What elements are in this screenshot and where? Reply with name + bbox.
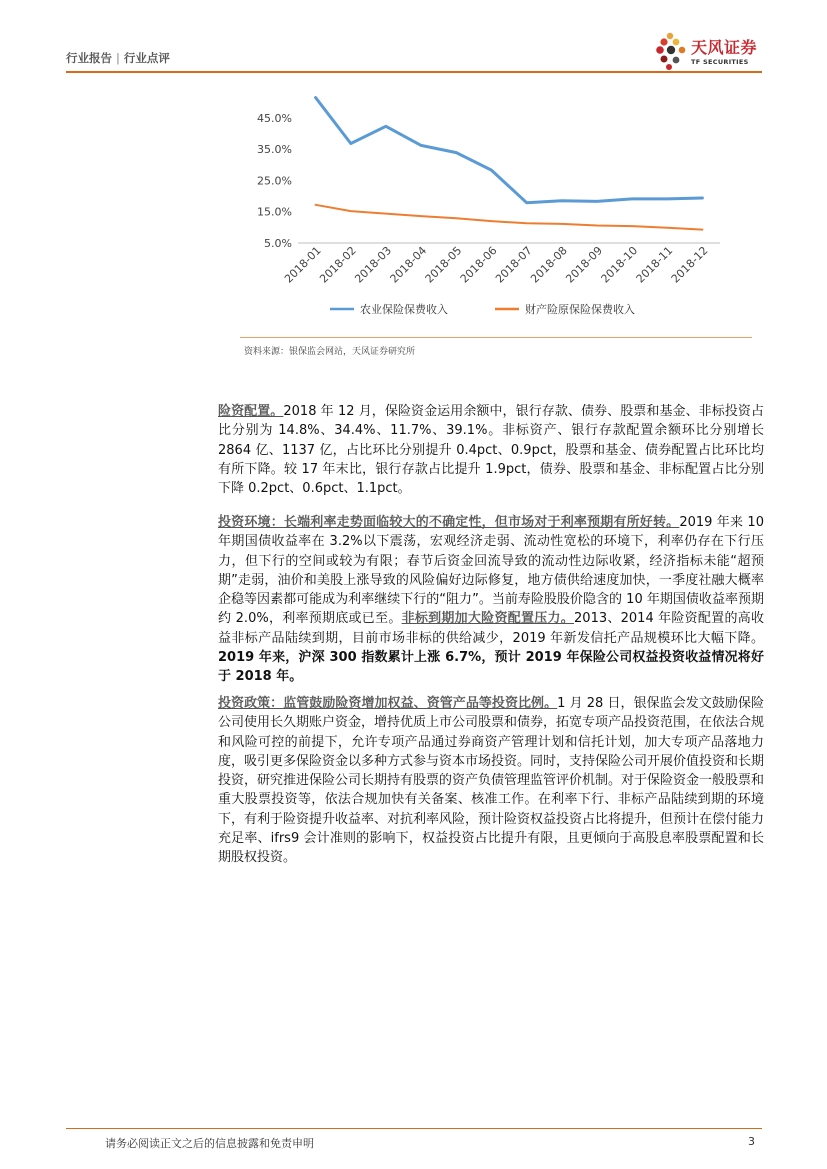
x-tick-label: 2018-06 xyxy=(457,243,500,286)
source-note: 资料来源：银保监会网站，天风证券研究所 xyxy=(244,347,416,357)
footer-disclaimer: 请务必阅读正文之后的信息披露和免责申明 xyxy=(105,1137,314,1150)
paragraph-body: 2018 年 12 月，保险资金运用余额中，银行存款、债券、股票和基金、非标投资占比分别为 14.8%、34.4%、11.7%、39.1%。非标资产、银行存款配置余额环比分别增长 2864 亿、1137 亿，占比环比分别提升 0.4pct、0.9pct，股票和基金、债券配置占比环比均有所下降。较 17 年末比，银行存款占比提升 1.9pct，债券、股票和基金、非标配置占比分别下降 0.2pct、0.6pct、1.1pct。 xyxy=(218,404,764,497)
legend-label: 农业保险保费收入 xyxy=(360,303,448,316)
x-tick-label: 2018-12 xyxy=(668,243,711,286)
logo-petal-icon xyxy=(673,57,680,64)
series-line-2 xyxy=(316,205,703,230)
x-tick-label: 2018-05 xyxy=(422,243,465,286)
paragraph-bold-conclusion: 2019 年来，沪深 300 指数累计上涨 6.7%，预计 2019 年保险公司权益投资收益情况将好于 2018 年。 xyxy=(218,650,764,685)
paragraph-allocation xyxy=(218,402,764,498)
y-tick-label: 25.0% xyxy=(257,174,292,188)
paragraph-subheading: 非标到期加大险资配置压力。 xyxy=(401,611,575,627)
paragraph-body-2: 2013、2014 年险资配置的高收益非标产品陆续到期，目前市场非标的供给减少，2019 年新发信托产品规模环比大幅下降。 xyxy=(218,611,764,646)
footer-divider xyxy=(66,1128,762,1129)
paragraph-heading: 投资政策：监管鼓励险资增加权益、资管产品等投资比例。 xyxy=(218,696,558,711)
x-tick-label: 2018-07 xyxy=(493,243,535,286)
paragraph-heading: 投资环境：长端利率走势面临较大的不确定性，但市场对于利率预期有所好转。 xyxy=(218,515,680,530)
y-tick-label: 5.0% xyxy=(264,237,292,250)
logo-petal-icon xyxy=(666,64,672,70)
logo-name-cn: 天风证券 xyxy=(691,38,758,57)
paragraph-environment xyxy=(218,513,764,687)
x-tick-label: 2018-09 xyxy=(563,243,606,286)
legend-label: 财产险原保险保费收入 xyxy=(525,303,635,316)
page-number: 3 xyxy=(748,1135,755,1148)
logo-petal-icon xyxy=(673,39,680,46)
logo-petal-icon xyxy=(656,46,664,54)
x-tick-label: 2018-01 xyxy=(282,243,324,286)
chart-bottom-divider xyxy=(240,337,752,338)
header-divider xyxy=(66,71,762,73)
paragraph-body: 1 月 28 日，银保监会发文鼓励保险公司使用长久期账户资金，增持优质上市公司股票和债券，拓宽专项产品投资范围，在依法合规和风险可控的前提下，允许专项产品通过券商资产管理计划和信托计划，加大专项产品落地力度，吸引更多保险资金以多种方式参与资本市场投资。同时，支持保险公司开展价值投资和长期投资，研究推进保险公司长期持有股票的资产负债管理监管评价机制。对于保险资金一般股票和重大股票投资等，依法合规加快有关备案、核准工作。在利率下行、非标产品陆续到期的环境下，有利于险资提升收益率、对抗利率风险，预计险资权益投资占比将提升，但预计在偿付能力充足率、ifrs9 会计准则的影响下，权益投资占比提升有限，且更倾向于高股息率股票配置和长期股权投资。 xyxy=(218,696,765,866)
paragraph-policy xyxy=(218,694,764,868)
logo-petal-icon xyxy=(661,56,668,63)
header-separator: | xyxy=(116,51,120,65)
logo-petal-icon xyxy=(660,38,667,45)
logo-petal-icon xyxy=(679,47,686,54)
x-tick-label: 2018-03 xyxy=(352,243,395,286)
y-tick-label: 35.0% xyxy=(257,143,292,157)
logo-petal-icon xyxy=(667,46,675,54)
x-tick-label: 2018-02 xyxy=(317,243,359,286)
y-tick-label: 45.0% xyxy=(257,111,292,125)
series-line-1 xyxy=(316,98,703,203)
x-tick-label: 2018-11 xyxy=(633,243,676,286)
logo-petal-icon xyxy=(667,33,673,39)
y-tick-label: 15.0% xyxy=(257,205,292,219)
x-tick-label: 2018-08 xyxy=(528,243,570,286)
x-tick-label: 2018-10 xyxy=(598,243,641,286)
section-label: 行业报告 xyxy=(66,51,112,65)
report-type-label xyxy=(66,50,170,66)
category-label: 行业点评 xyxy=(123,51,170,65)
paragraph-heading: 险资配置。 xyxy=(218,404,284,419)
paragraph-body: 2019 年来 10 年期国债收益率在 3.2%以下震荡，宏观经济走弱、流动性宽松的环境下，利率仍存在下行压力，但下行的空间或较为有限；春节后资金回流导致的流动性边际收紧，经济指标未能“超预期”走弱，油价和美股上涨导致的风险偏好边际修复，地方债供给速度加快，一季度社融大概率企稳等因素都可能成为利率继续下行的“阻力”。当前寿险股股价隐含的 10 年期国债收益率预期约 2.0%，利率预期底或已至。 xyxy=(218,515,764,627)
x-tick-label: 2018-04 xyxy=(387,243,430,286)
premium-growth-line-chart xyxy=(240,86,760,326)
logo-name-en: TF SECURITIES xyxy=(691,58,749,66)
